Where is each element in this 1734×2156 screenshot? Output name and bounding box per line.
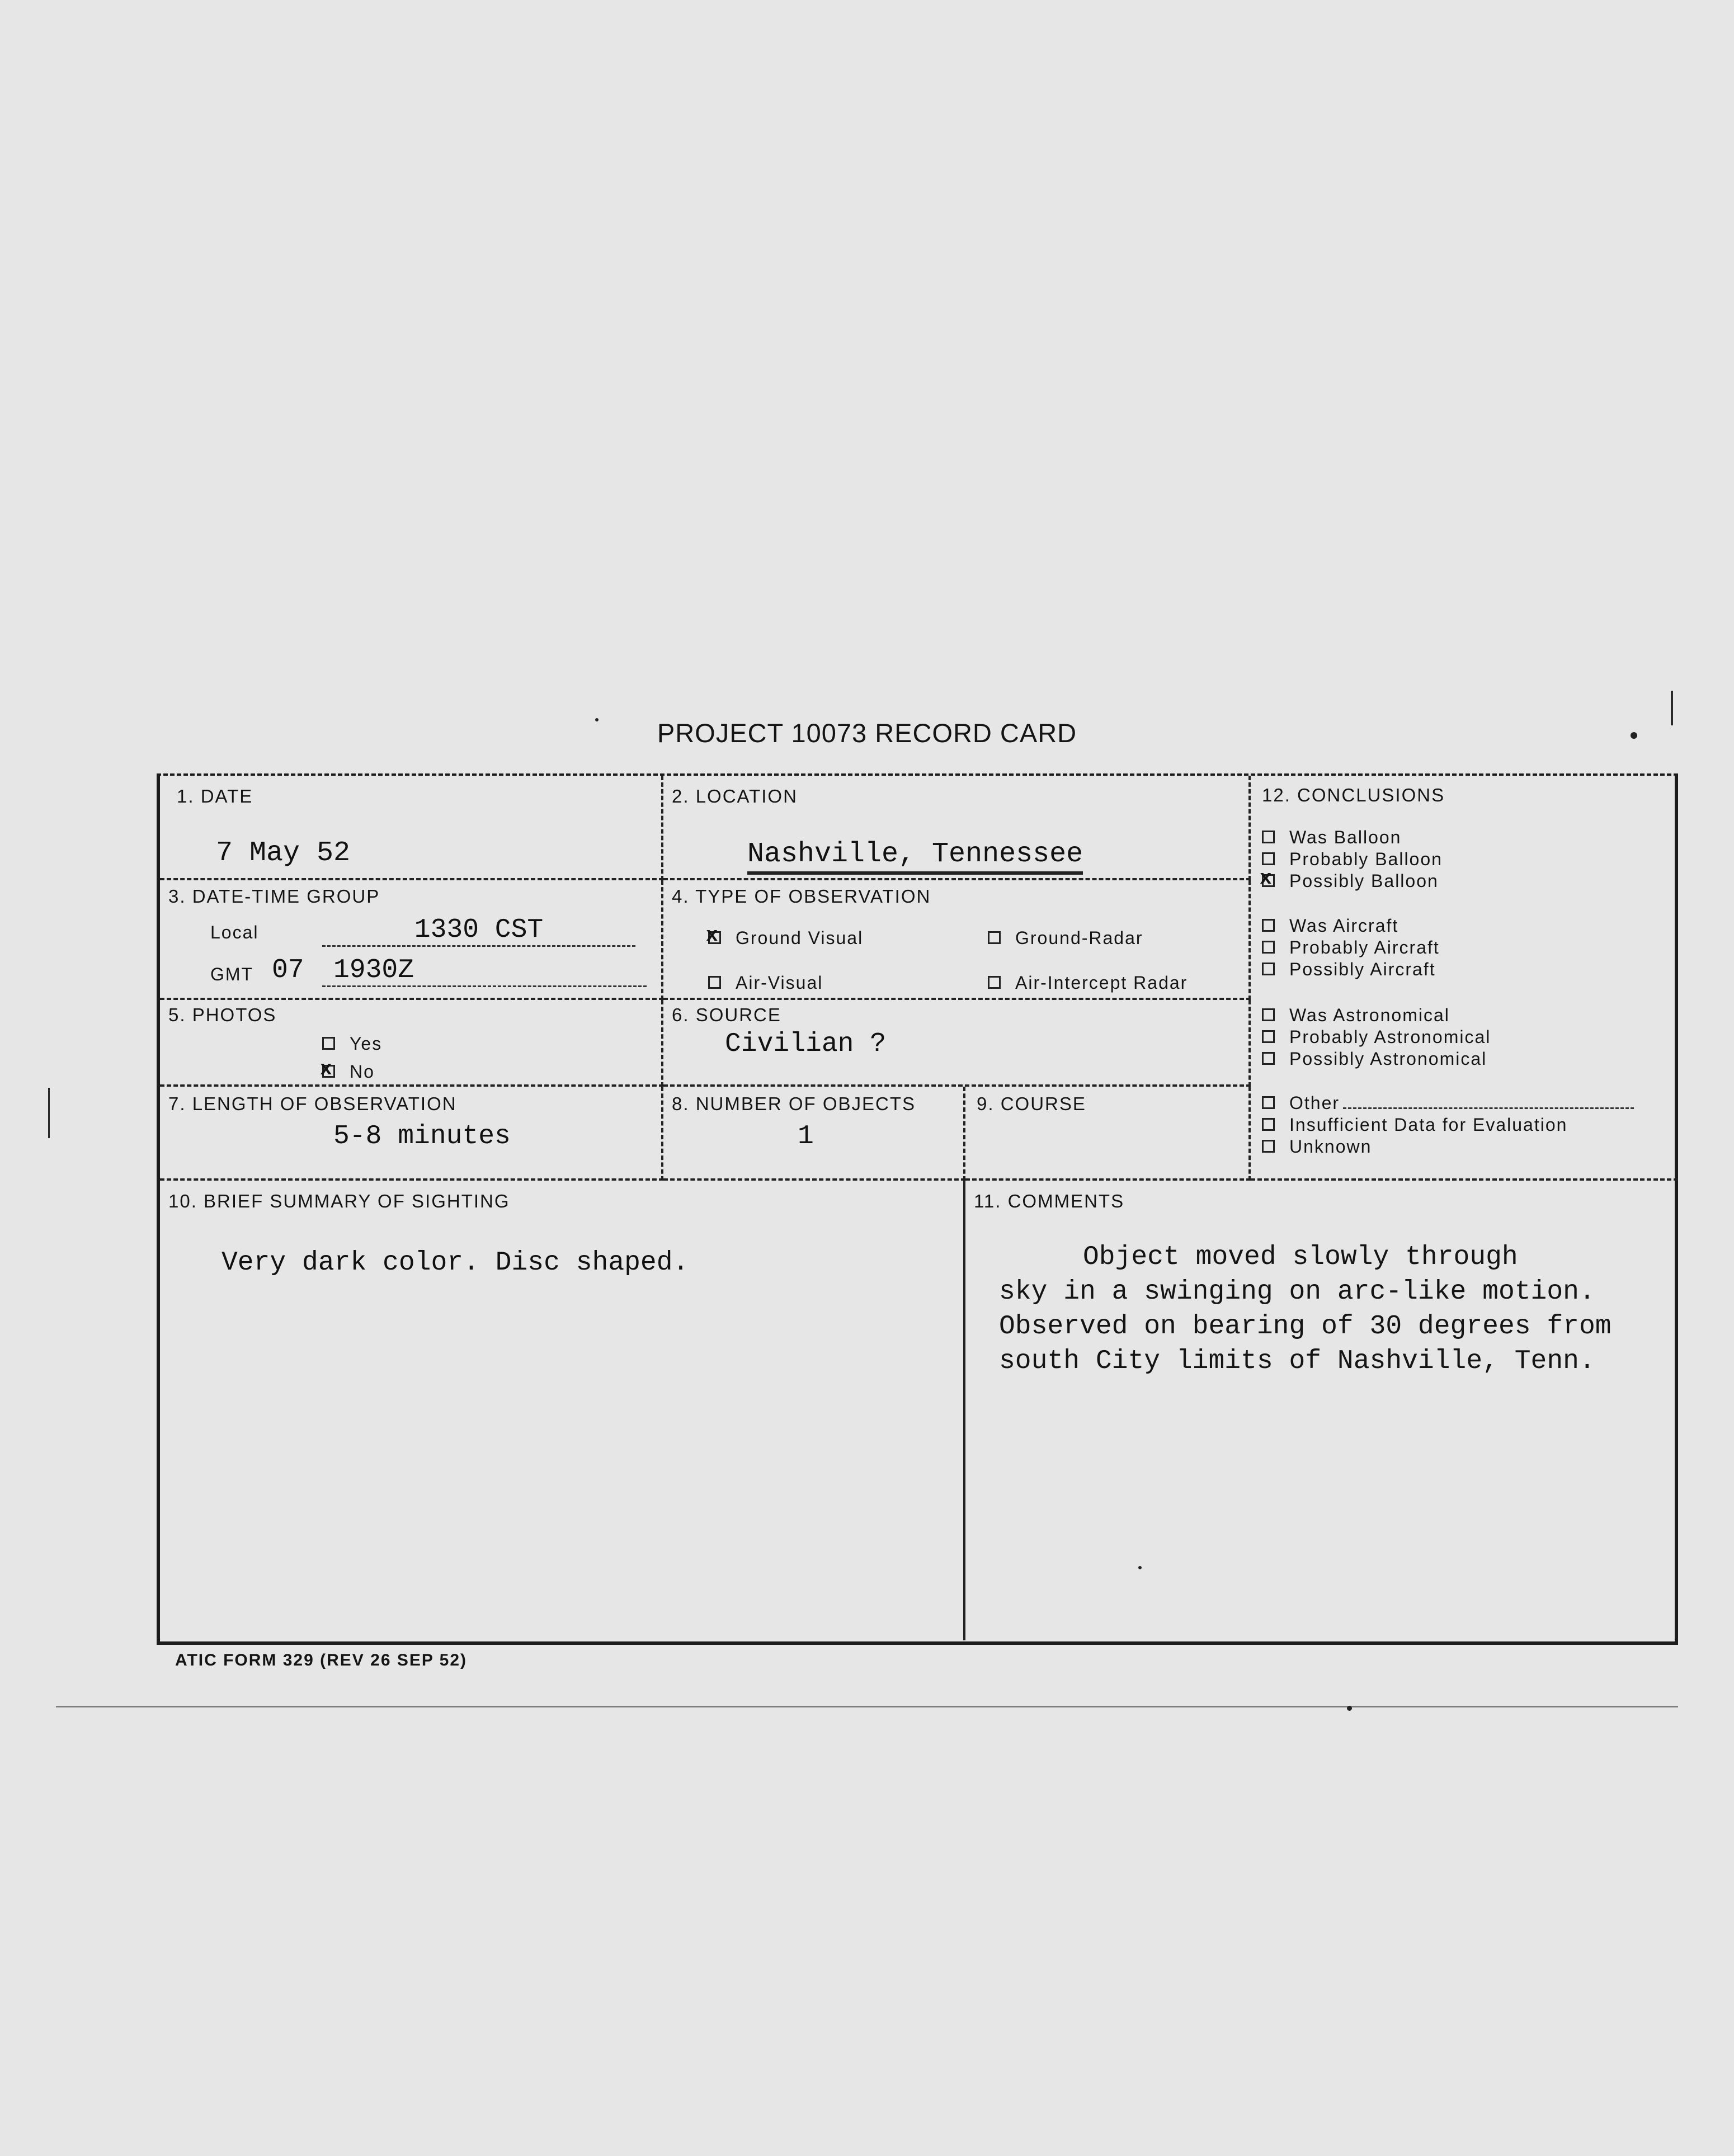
conclusion-label: Possibly Aircraft: [1289, 959, 1436, 979]
checkbox-icon: [1262, 1118, 1275, 1131]
length-of-observation-cell: [160, 1087, 663, 1181]
conclusion-label: Unknown: [1289, 1136, 1372, 1157]
conclusion-was-astronomical[interactable]: [1262, 1005, 1450, 1026]
comment-line[interactable]: Object moved slowly through: [1083, 1242, 1518, 1272]
checkbox-icon: [1262, 1140, 1275, 1153]
length-of-observation-label: 7. LENGTH OF OBSERVATION: [168, 1093, 457, 1114]
conclusion-label: Probably Aircraft: [1289, 937, 1440, 957]
conclusion-label: Probably Balloon: [1289, 849, 1443, 869]
comment-line[interactable]: Observed on bearing of 30 degrees from: [999, 1311, 1612, 1342]
date-cell: [160, 776, 663, 880]
date-time-group-label: 3. DATE-TIME GROUP: [168, 886, 380, 907]
brief-summary-label: 10. BRIEF SUMMARY OF SIGHTING: [168, 1191, 510, 1211]
comment-line[interactable]: south City limits of Nashville, Tenn.: [999, 1346, 1595, 1376]
course-label: 9. COURSE: [977, 1093, 1086, 1114]
conclusion-probably-aircraft[interactable]: [1262, 937, 1440, 958]
checked-checkbox-icon: [1262, 874, 1275, 887]
conclusion-probably-astronomical[interactable]: [1262, 1027, 1491, 1048]
checkbox-icon: [1262, 831, 1275, 843]
gmt-label: GMT: [210, 964, 254, 984]
checkbox-icon: [1262, 1030, 1275, 1043]
option-label: Yes: [350, 1034, 383, 1054]
checkbox-icon: [1262, 941, 1275, 954]
number-of-objects-label: 8. NUMBER OF OBJECTS: [672, 1093, 916, 1114]
number-of-objects-cell: [663, 1087, 965, 1181]
comment-line[interactable]: sky in a swinging on arc-like motion.: [999, 1277, 1595, 1307]
length-of-observation-value[interactable]: 5-8 minutes: [333, 1121, 511, 1152]
brief-summary-value[interactable]: Very dark color. Disc shaped.: [222, 1248, 689, 1278]
conclusion-label: Possibly Balloon: [1289, 871, 1439, 891]
source-value[interactable]: Civilian ?: [725, 1029, 887, 1059]
conclusion-probably-balloon[interactable]: [1262, 849, 1443, 870]
comments-cell: [965, 1181, 1678, 1640]
conclusion-label: Probably Astronomical: [1289, 1027, 1491, 1047]
conclusions-label: 12. CONCLUSIONS: [1262, 785, 1445, 805]
checkbox-icon: [988, 976, 1001, 989]
option-label: Ground Visual: [736, 928, 864, 948]
checkbox-icon: [1262, 1096, 1275, 1109]
conclusion-label: Other: [1289, 1093, 1340, 1113]
checkbox-icon: [1262, 852, 1275, 865]
checked-checkbox-icon: [322, 1065, 335, 1078]
option-label: No: [350, 1062, 375, 1082]
option-label: Air-Visual: [736, 973, 823, 993]
conclusion-unknown[interactable]: [1262, 1136, 1372, 1157]
photos-option-yes[interactable]: [322, 1034, 382, 1054]
conclusion-possibly-astronomical[interactable]: [1262, 1049, 1487, 1069]
checkbox-icon: [1262, 1052, 1275, 1065]
comments-label: 11. COMMENTS: [974, 1191, 1125, 1211]
record-card: [157, 773, 1678, 1645]
type-of-observation-label: 4. TYPE OF OBSERVATION: [672, 886, 931, 907]
local-time-value[interactable]: 1330 CST: [322, 915, 635, 947]
conclusion-label: Was Balloon: [1289, 827, 1402, 847]
card-title: PROJECT 10073 RECORD CARD: [657, 718, 1077, 748]
conclusion-insufficient-data[interactable]: [1262, 1115, 1567, 1135]
checkbox-icon: [322, 1037, 335, 1050]
option-label: Ground-Radar: [1015, 928, 1143, 948]
conclusion-label: Possibly Astronomical: [1289, 1049, 1487, 1069]
local-time-label: Local: [210, 922, 259, 942]
scan-edge-left: [48, 1088, 50, 1138]
checkbox-icon: [1262, 919, 1275, 932]
source-label: 6. SOURCE: [672, 1004, 781, 1025]
source-cell: [663, 1000, 1251, 1087]
conclusion-label: Insufficient Data for Evaluation: [1289, 1115, 1568, 1135]
type-of-observation-cell: [663, 880, 1251, 1000]
date-value[interactable]: 7 May 52: [216, 837, 351, 869]
obs-option-air-intercept-radar[interactable]: [988, 973, 1188, 993]
checkbox-icon: [1262, 1008, 1275, 1021]
conclusion-possibly-aircraft[interactable]: [1262, 959, 1436, 980]
checkbox-icon: [1262, 963, 1275, 975]
conclusion-was-balloon[interactable]: [1262, 827, 1401, 848]
option-label: Air-Intercept Radar: [1015, 973, 1188, 993]
location-label: 2. LOCATION: [672, 786, 798, 806]
number-of-objects-value[interactable]: 1: [798, 1121, 814, 1152]
conclusion-possibly-balloon[interactable]: [1262, 871, 1439, 891]
gmt-time-value[interactable]: 1930Z: [322, 955, 647, 987]
date-label: 1. DATE: [177, 786, 253, 806]
location-cell: [663, 776, 1251, 880]
location-value[interactable]: Nashville, Tennessee: [747, 838, 1083, 875]
conclusion-label: Was Aircraft: [1289, 916, 1399, 936]
date-time-group-cell: [160, 880, 663, 1000]
photos-option-no[interactable]: [322, 1062, 375, 1082]
obs-option-air-visual[interactable]: [708, 973, 823, 993]
photos-cell: [160, 1000, 663, 1087]
conclusion-other[interactable]: [1262, 1093, 1634, 1114]
obs-option-ground-visual[interactable]: [708, 928, 863, 949]
photos-label: 5. PHOTOS: [168, 1004, 277, 1025]
brief-summary-cell: [160, 1181, 965, 1640]
scan-base-line: [56, 1706, 1678, 1707]
checked-checkbox-icon: [708, 931, 721, 944]
checkbox-icon: [988, 931, 1001, 944]
checkbox-icon: [708, 976, 721, 989]
conclusions-cell: [1251, 776, 1678, 1181]
conclusion-label: Was Astronomical: [1289, 1005, 1450, 1025]
conclusion-was-aircraft[interactable]: [1262, 916, 1398, 936]
gmt-day-value[interactable]: 07: [272, 955, 304, 985]
other-blank-line: [1343, 1107, 1634, 1109]
form-footer: ATIC FORM 329 (REV 26 SEP 52): [175, 1651, 468, 1669]
obs-option-ground-radar[interactable]: [988, 928, 1143, 949]
course-cell: [965, 1087, 1251, 1181]
